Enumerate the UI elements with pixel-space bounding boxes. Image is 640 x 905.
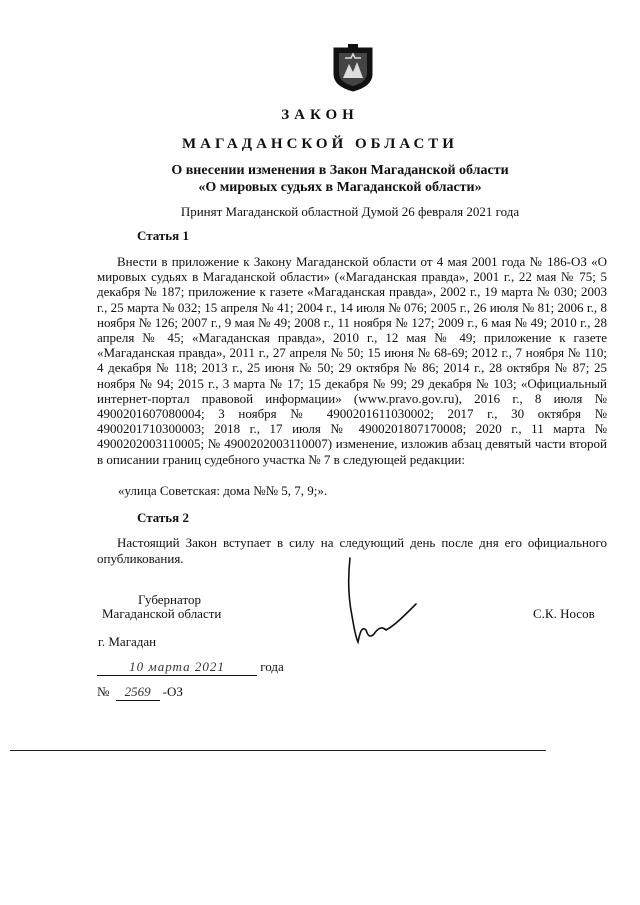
date-line xyxy=(97,659,284,676)
article-1-quote: «улица Советская: дома №№ 5, 7, 9;». xyxy=(118,483,328,498)
article-2-text: Настоящий Закон вступает в силу на следующий день после дня его официального опубликования. xyxy=(97,535,607,566)
governor-name: С.К. Носов xyxy=(533,606,595,621)
city-label: г. Магадан xyxy=(98,634,157,649)
law-heading: ЗАКОН xyxy=(281,107,359,123)
date-suffix: года xyxy=(260,659,284,674)
law-title-line-1: О внесении изменения в Закон Магаданской области xyxy=(171,163,509,178)
law-title xyxy=(120,162,560,196)
region-heading: МАГАДАНСКОЙ ОБЛАСТИ xyxy=(182,136,458,152)
law-title-line-2: «О мировых судьях в Магаданской области» xyxy=(198,180,482,195)
number-line xyxy=(97,684,183,701)
bottom-divider xyxy=(10,750,546,751)
governor-title-line-2: Магаданской области xyxy=(102,606,222,621)
number-prefix: № xyxy=(97,684,110,699)
coat-of-arms-emblem xyxy=(331,44,375,92)
article-1-text: Внести в приложение к Закону Магаданской области от 4 мая 2001 года № 186-ОЗ «О мировых судьях в Магаданской области» («Магаданская правда», 2001 г., 22 мая № 75; 5 декабря № 187; приложение к газете «Магаданская правда», 2002 г., 19 марта № 030; 2003 г., 25 марта № 032; 15 апреля № 41; 2004 г., 14 июля № 076; 2005 г., 26 июля № 81; 2006 г., 8 ноября № 126; 2007 г., 9 мая № 49; 2008 г., 11 ноября № 127; 2009 г., 6 мая № 49; 2010 г., 28 апреля № 45; «Магаданская правда», 2010 г., 12 мая № 49; приложение к газете «Магаданская правда», 2011 г., 27 апреля № 50; 15 июня № 68-69; 2012 г., 7 ноября № 110; 4 декабря № 118; 2013 г., 25 июня № 50; 29 октября № 86; 2014 г., 28 октября № 87; 25 ноября № 94; 2015 г., 3 марта № 17; 15 декабря № 99; 29 декабря № 103; «Официальный интернет-портал правовой информации» (www.pravo.gov.ru), 2016 г., 8 июля № 4900201607080004; 3 ноября № 4900201611030002; 2017 г., 30 октября № 4900201710300003; 2018 г., 17 июля № 4900201807170008; 2020 г., 11 марта № 4900202003110005; № 4900202003110007) изменение, изложив абзац девятый части второй в описании границ судебного участка № 7 в следующей редакции: xyxy=(97,254,607,467)
governor-title-line-1: Губернатор xyxy=(138,592,201,607)
article-1-heading: Статья 1 xyxy=(137,228,189,243)
article-2-heading: Статья 2 xyxy=(137,510,189,525)
handwritten-date: 10 марта 2021 xyxy=(97,659,257,676)
handwritten-number: 2569 xyxy=(116,684,160,701)
number-suffix: -ОЗ xyxy=(162,684,183,699)
handwritten-signature xyxy=(344,556,419,651)
adoption-line: Принят Магаданской областной Думой 26 февраля 2021 года xyxy=(180,204,520,219)
